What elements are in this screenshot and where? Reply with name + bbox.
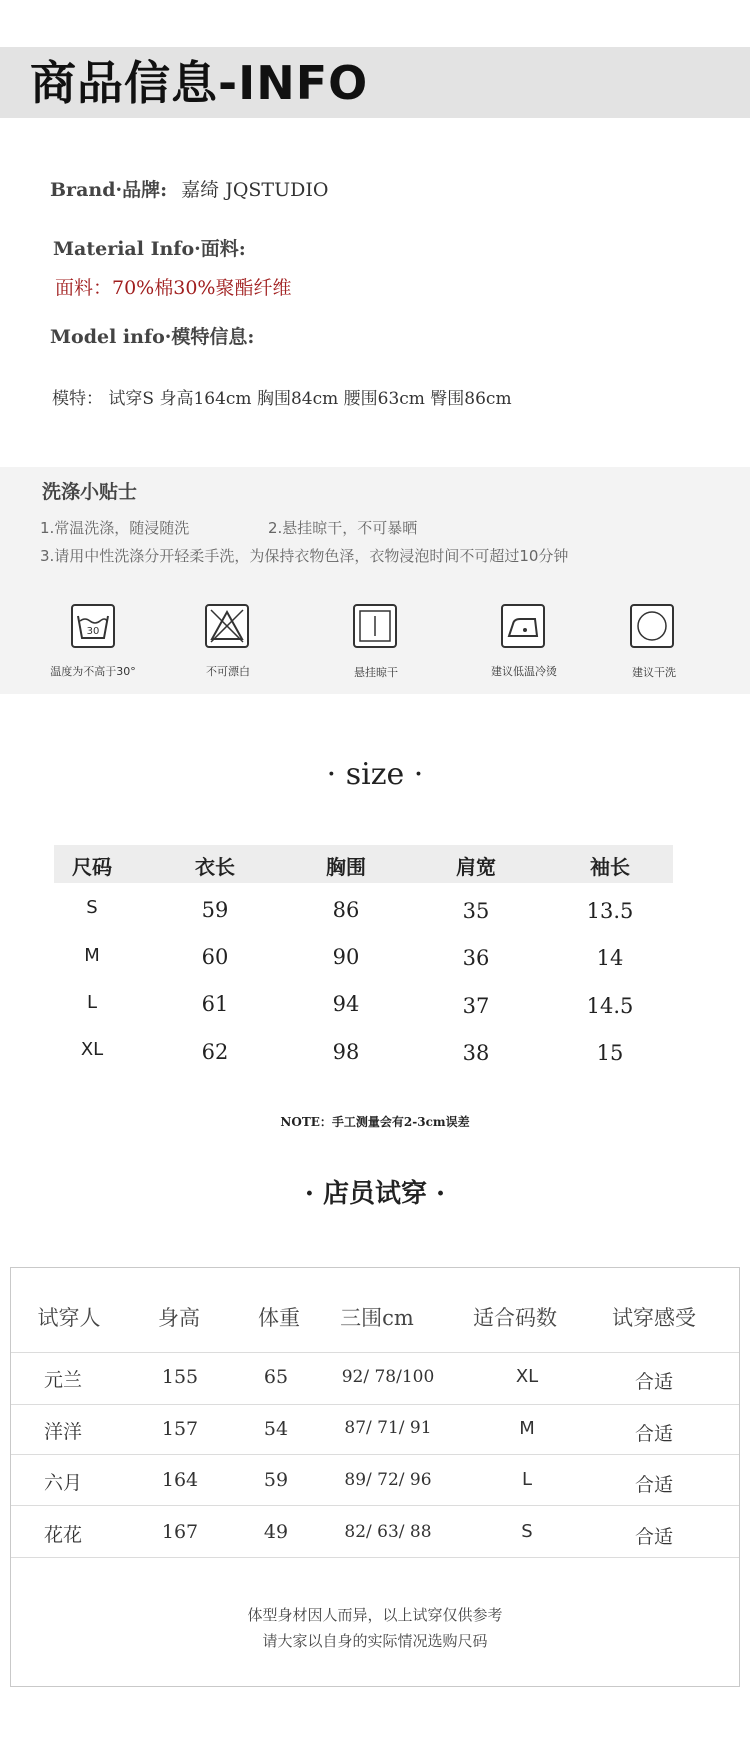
table-cell: 89/ 72/ 96 — [344, 1470, 432, 1490]
tryon-divider — [11, 1454, 739, 1455]
wash-tip-2: 2.悬挂晾干，不可暴晒 — [268, 519, 418, 537]
size-col-length: 衣长 — [195, 855, 235, 879]
table-cell: L — [521, 1469, 533, 1490]
table-cell: 87/ 71/ 91 — [344, 1418, 432, 1438]
table-cell: 60 — [201, 945, 229, 969]
model-key: Model info·模特信息: — [50, 326, 255, 348]
tryon-col-height: 身高 — [158, 1306, 200, 1330]
tryon-divider — [11, 1404, 739, 1405]
table-cell: 167 — [161, 1521, 199, 1543]
table-cell: 86 — [332, 898, 360, 922]
brand-value: 嘉绮 JQSTUDIO — [181, 179, 329, 201]
measurement-note: NOTE：手工测量会有2-3cm误差 — [280, 1115, 470, 1129]
table-cell: 65 — [263, 1366, 289, 1388]
table-cell: 15 — [596, 1041, 624, 1065]
table-cell: 54 — [263, 1418, 289, 1440]
table-cell: 157 — [161, 1418, 199, 1440]
low-iron-icon — [501, 604, 545, 648]
table-row: L — [86, 992, 98, 1013]
brand-key: Brand·品牌: — [50, 179, 168, 201]
wash-tip-3: 3.请用中性洗涤分开轻柔手洗，为保持衣物色泽，衣物浸泡时间不可超过10分钟 — [40, 547, 569, 565]
material-key: Material Info·面料: — [53, 238, 246, 260]
hang-dry-icon — [353, 604, 397, 648]
table-cell: 90 — [332, 945, 360, 969]
size-heading: · size · — [326, 757, 424, 792]
table-cell: 35 — [462, 899, 490, 923]
table-row: M — [84, 945, 100, 966]
care-label-dry-clean: 建议干洗 — [632, 666, 676, 679]
care-label-wash: 温度为不高于30° — [50, 665, 136, 678]
tryon-footer-line-2: 请大家以自身的实际情况选购尺码 — [262, 1632, 488, 1650]
table-cell: S — [521, 1521, 533, 1542]
tryon-col-size: 适合码数 — [473, 1306, 557, 1330]
tryon-person: 洋洋 — [43, 1421, 82, 1443]
table-cell: 合适 — [634, 1474, 673, 1496]
size-col-chest: 胸围 — [326, 855, 366, 879]
wash-tip-1: 1.常温洗涤，随浸随洗 — [40, 519, 190, 537]
table-cell: 14.5 — [586, 994, 634, 1018]
tryon-footer-line-1: 体型身材因人而异，以上试穿仅供参考 — [247, 1606, 503, 1624]
tryon-col-feeling: 试穿感受 — [612, 1306, 696, 1330]
size-col-size: 尺码 — [72, 855, 112, 879]
table-cell: 59 — [263, 1469, 289, 1491]
no-bleach-icon — [205, 604, 249, 648]
table-cell: 155 — [161, 1366, 199, 1388]
table-cell: 59 — [201, 898, 229, 922]
care-label-no-bleach: 不可漂白 — [206, 665, 250, 678]
table-cell: 合适 — [634, 1423, 673, 1445]
table-cell: 36 — [462, 946, 490, 970]
tryon-heading: · 店员试穿 · — [304, 1179, 446, 1209]
dry-clean-icon — [630, 604, 674, 648]
care-label-hang-dry: 悬挂晾干 — [354, 666, 398, 679]
table-cell: 61 — [201, 992, 229, 1016]
table-cell: 合适 — [634, 1526, 673, 1548]
table-cell: 62 — [201, 1040, 229, 1064]
tryon-divider — [11, 1505, 739, 1506]
tryon-person: 六月 — [43, 1472, 82, 1494]
size-col-shoulder: 肩宽 — [456, 855, 496, 879]
table-cell: 164 — [161, 1469, 199, 1491]
table-cell: XL — [515, 1366, 539, 1387]
size-col-sleeve: 袖长 — [590, 855, 630, 879]
table-cell: M — [519, 1418, 535, 1439]
table-cell: 37 — [462, 994, 490, 1018]
tryon-divider — [11, 1557, 739, 1558]
table-row: S — [86, 897, 98, 918]
table-cell: 13.5 — [586, 899, 634, 923]
svg-text:30: 30 — [86, 626, 100, 637]
table-cell: 14 — [596, 946, 624, 970]
table-cell: 98 — [332, 1040, 360, 1064]
table-cell: 82/ 63/ 88 — [344, 1522, 432, 1542]
wash-30-icon — [71, 604, 115, 648]
tryon-col-measurements: 三围cm — [340, 1306, 414, 1330]
brand-line — [50, 175, 328, 202]
wash-title: 洗涤小贴士 — [42, 481, 138, 503]
tryon-col-person: 试穿人 — [37, 1306, 101, 1330]
material-value: 面料：70%棉30%聚酯纤维 — [55, 277, 292, 299]
table-cell: 38 — [462, 1041, 490, 1065]
model-value: 模特： 试穿S 身高164cm 胸围84cm 腰围63cm 臀围86cm — [52, 389, 512, 409]
tryon-divider — [11, 1352, 739, 1353]
table-cell: 合适 — [634, 1371, 673, 1393]
tryon-person: 元兰 — [43, 1369, 82, 1391]
table-cell: 49 — [263, 1521, 289, 1543]
tryon-person: 花花 — [43, 1524, 82, 1546]
table-row: XL — [80, 1039, 104, 1060]
table-cell: 92/ 78/100 — [341, 1367, 435, 1387]
tryon-col-weight: 体重 — [258, 1306, 300, 1330]
table-cell: 94 — [332, 992, 360, 1016]
care-label-iron: 建议低温冷烫 — [491, 665, 557, 678]
page-title: 商品信息-INFO — [30, 56, 369, 110]
